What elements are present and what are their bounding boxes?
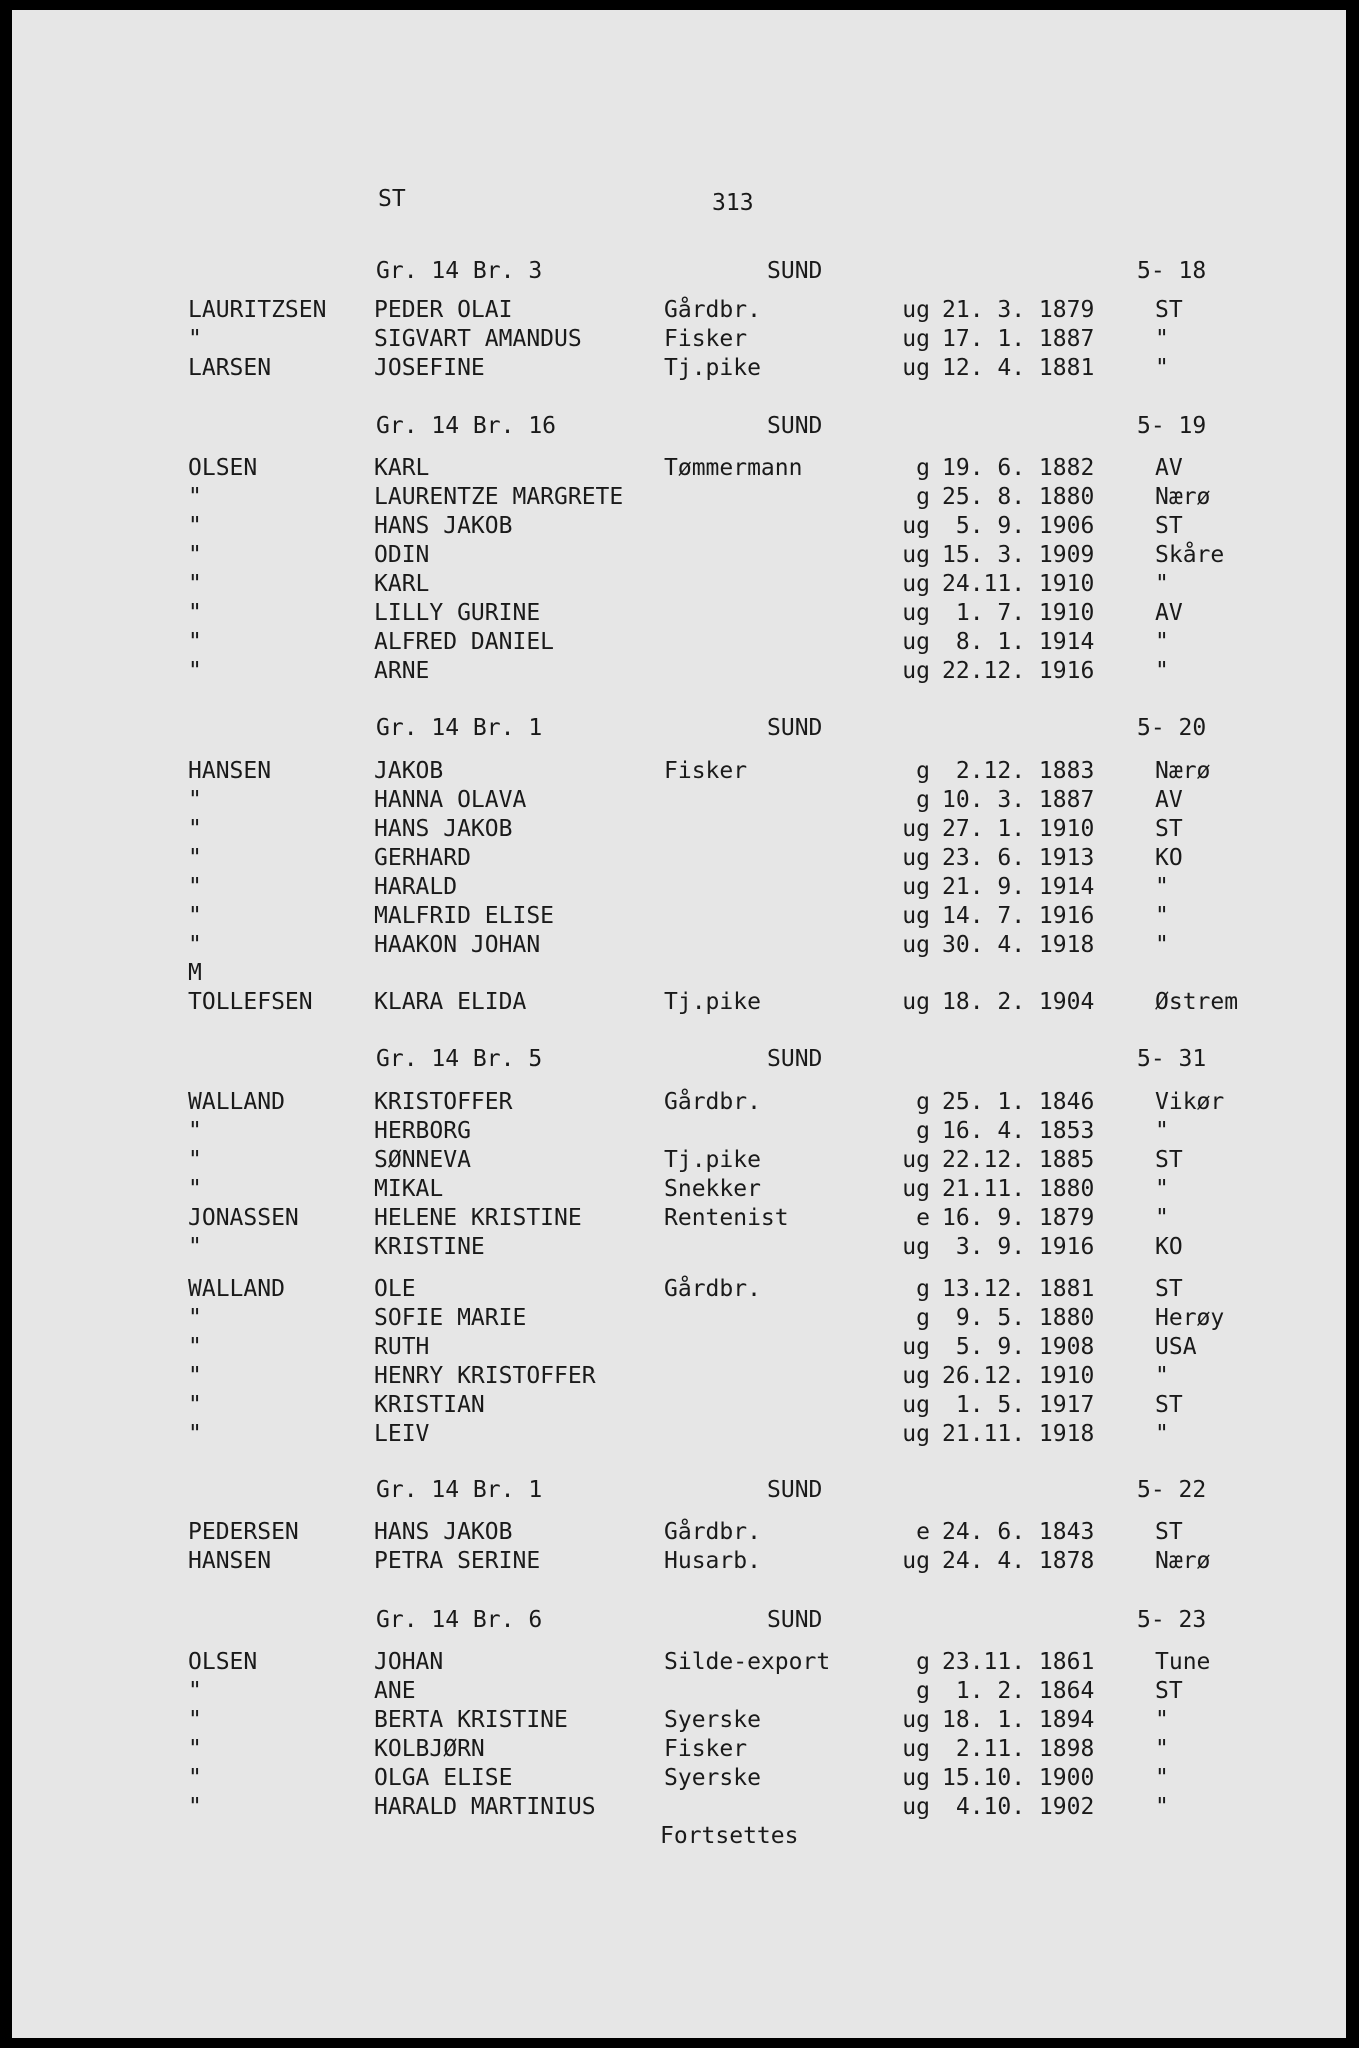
marital-status: g <box>916 758 930 784</box>
person-row <box>12 355 1346 384</box>
person-row <box>12 874 1346 903</box>
person-row <box>12 297 1346 326</box>
birthplace: AV <box>1155 600 1183 626</box>
birth-date: 24. 6. 1843 <box>942 1519 1095 1545</box>
given-names: HANS JAKOB <box>374 1519 513 1545</box>
occupation: Tømmermann <box>664 455 803 481</box>
birthplace: " <box>1155 571 1169 597</box>
birthplace: Nærø <box>1155 1548 1211 1574</box>
birthplace: " <box>1155 1118 1169 1144</box>
person-row <box>12 1519 1346 1548</box>
surname: " <box>188 1678 202 1704</box>
marital-status: ug <box>902 1363 930 1389</box>
surname: " <box>188 1234 202 1260</box>
person-row <box>12 1363 1346 1392</box>
birth-date: 2.12. 1883 <box>942 758 1095 784</box>
surname: " <box>188 903 202 929</box>
birthplace: " <box>1155 903 1169 929</box>
marital-status: ug <box>902 513 930 539</box>
surname: " <box>188 600 202 626</box>
marital-status: ug <box>902 932 930 958</box>
occupation: Tj.pike <box>664 989 761 1015</box>
occupation: Fisker <box>664 1736 748 1762</box>
document-page <box>12 10 1346 2038</box>
birthplace: ST <box>1155 1147 1183 1173</box>
marital-status: ug <box>902 1334 930 1360</box>
surname: " <box>188 1305 202 1331</box>
birthplace: Herøy <box>1155 1305 1225 1331</box>
given-names: SOFIE MARIE <box>374 1305 527 1331</box>
surname: " <box>188 1707 202 1733</box>
occupation: Gårdbr. <box>664 297 761 323</box>
surname: " <box>188 1421 202 1447</box>
surname: " <box>188 326 202 352</box>
given-names: HANS JAKOB <box>374 513 513 539</box>
surname: LARSEN <box>188 355 272 381</box>
birthplace: KO <box>1155 1234 1183 1260</box>
birth-date: 4.10. 1902 <box>942 1794 1095 1820</box>
given-names: MALFRID ELISE <box>374 903 555 929</box>
given-names: LAURENTZE MARGRETE <box>374 484 624 510</box>
given-names: KARL <box>374 455 430 481</box>
given-names: LILLY GURINE <box>374 600 541 626</box>
group-number: Gr. 14 Br. 1 <box>376 1477 543 1503</box>
given-names: RUTH <box>374 1334 430 1360</box>
person-row <box>12 903 1346 932</box>
birth-date: 14. 7. 1916 <box>942 903 1095 929</box>
given-names: LEIV <box>374 1421 430 1447</box>
birth-date: 16. 4. 1853 <box>942 1118 1095 1144</box>
birthplace: " <box>1155 658 1169 684</box>
person-row <box>12 542 1346 571</box>
marital-status: g <box>916 787 930 813</box>
given-names: HANNA OLAVA <box>374 787 527 813</box>
birth-date: 24. 4. 1878 <box>942 1548 1095 1574</box>
household-number: 5- 19 <box>1137 413 1207 439</box>
surname: " <box>188 1118 202 1144</box>
surname: OLSEN <box>188 1649 258 1675</box>
given-names: HARALD <box>374 874 458 900</box>
person-row <box>12 1736 1346 1765</box>
birthplace: ST <box>1155 1392 1183 1418</box>
section-header <box>12 413 1346 443</box>
marital-status: ug <box>902 874 930 900</box>
given-names: PETRA SERINE <box>374 1548 541 1574</box>
household-number: 5- 20 <box>1137 715 1207 741</box>
person-row <box>12 1678 1346 1707</box>
birth-date: 21.11. 1918 <box>942 1421 1095 1447</box>
birthplace: " <box>1155 1736 1169 1762</box>
given-names: GERHARD <box>374 845 471 871</box>
person-row <box>12 845 1346 874</box>
occupation: Husarb. <box>664 1548 761 1574</box>
household-number: 5- 23 <box>1137 1607 1207 1633</box>
surname: " <box>188 787 202 813</box>
section-header <box>12 1477 1346 1507</box>
given-names: HARALD MARTINIUS <box>374 1794 596 1820</box>
birth-date: 25. 8. 1880 <box>942 484 1095 510</box>
person-row <box>12 326 1346 355</box>
occupation: Syerske <box>664 1765 761 1791</box>
given-names: SIGVART AMANDUS <box>374 326 582 352</box>
given-names: PEDER OLAI <box>374 297 513 323</box>
given-names: HENRY KRISTOFFER <box>374 1363 596 1389</box>
birthplace: " <box>1155 874 1169 900</box>
surname: " <box>188 1147 202 1173</box>
marital-status: ug <box>902 903 930 929</box>
surname: " <box>188 1736 202 1762</box>
surname: " <box>188 932 202 958</box>
birthplace: ST <box>1155 513 1183 539</box>
surname: " <box>188 571 202 597</box>
section-header <box>12 1607 1346 1637</box>
place-name: SUND <box>767 1607 823 1633</box>
person-row <box>12 1421 1346 1450</box>
birth-date: 2.11. 1898 <box>942 1736 1095 1762</box>
birthplace: Vikør <box>1155 1089 1225 1115</box>
birth-date: 5. 9. 1906 <box>942 513 1095 539</box>
given-names: ALFRED DANIEL <box>374 629 555 655</box>
occupation: Tj.pike <box>664 1147 761 1173</box>
birthplace: " <box>1155 1794 1169 1820</box>
marital-status: g <box>916 1678 930 1704</box>
surname: " <box>188 874 202 900</box>
given-names: JOHAN <box>374 1649 444 1675</box>
given-names: OLGA ELISE <box>374 1765 513 1791</box>
surname: " <box>188 1334 202 1360</box>
birth-date: 23. 6. 1913 <box>942 845 1095 871</box>
surname: " <box>188 629 202 655</box>
birthplace: KO <box>1155 845 1183 871</box>
given-names: KRISTIAN <box>374 1392 485 1418</box>
marital-status: ug <box>902 989 930 1015</box>
given-names: MIKAL <box>374 1176 444 1202</box>
surname: " <box>188 1794 202 1820</box>
place-name: SUND <box>767 1477 823 1503</box>
person-row <box>12 1794 1346 1823</box>
group-number: Gr. 14 Br. 6 <box>376 1607 543 1633</box>
birth-date: 18. 1. 1894 <box>942 1707 1095 1733</box>
marital-status: g <box>916 484 930 510</box>
birthplace: " <box>1155 326 1169 352</box>
birth-date: 21. 3. 1879 <box>942 297 1095 323</box>
birth-date: 22.12. 1916 <box>942 658 1095 684</box>
surname: M <box>188 960 202 986</box>
surname: " <box>188 1765 202 1791</box>
birthplace: ST <box>1155 1519 1183 1545</box>
occupation: Fisker <box>664 758 748 784</box>
marital-status: ug <box>902 326 930 352</box>
given-names: HERBORG <box>374 1118 471 1144</box>
person-row <box>12 960 1346 989</box>
person-row <box>12 629 1346 658</box>
marital-status: ug <box>902 297 930 323</box>
birthplace: USA <box>1155 1334 1197 1360</box>
surname: WALLAND <box>188 1276 285 1302</box>
marital-status: ug <box>902 1234 930 1260</box>
surname: " <box>188 484 202 510</box>
occupation: Tj.pike <box>664 355 761 381</box>
birth-date: 18. 2. 1904 <box>942 989 1095 1015</box>
marital-status: g <box>916 1305 930 1331</box>
birth-date: 9. 5. 1880 <box>942 1305 1095 1331</box>
given-names: HANS JAKOB <box>374 816 513 842</box>
marital-status: g <box>916 455 930 481</box>
birthplace: ST <box>1155 297 1183 323</box>
person-row <box>12 658 1346 687</box>
given-names: KRISTOFFER <box>374 1089 513 1115</box>
birth-date: 27. 1. 1910 <box>942 816 1095 842</box>
group-number: Gr. 14 Br. 3 <box>376 258 543 284</box>
birth-date: 19. 6. 1882 <box>942 455 1095 481</box>
person-row <box>12 1205 1346 1234</box>
surname: " <box>188 845 202 871</box>
place-name: SUND <box>767 715 823 741</box>
surname: TOLLEFSEN <box>188 989 313 1015</box>
birth-date: 21.11. 1880 <box>942 1176 1095 1202</box>
birth-date: 15.10. 1900 <box>942 1765 1095 1791</box>
given-names: KLARA ELIDA <box>374 989 527 1015</box>
birth-date: 23.11. 1861 <box>942 1649 1095 1675</box>
marital-status: ug <box>902 571 930 597</box>
birthplace: " <box>1155 355 1169 381</box>
birth-date: 8. 1. 1914 <box>942 629 1095 655</box>
birth-date: 3. 9. 1916 <box>942 1234 1095 1260</box>
person-row <box>12 1176 1346 1205</box>
surname: " <box>188 1392 202 1418</box>
birthplace: AV <box>1155 455 1183 481</box>
person-row <box>12 1649 1346 1678</box>
person-row <box>12 1234 1346 1263</box>
occupation: Fisker <box>664 326 748 352</box>
birth-date: 5. 9. 1908 <box>942 1334 1095 1360</box>
given-names: ARNE <box>374 658 430 684</box>
person-row <box>12 1276 1346 1305</box>
given-names: BERTA KRISTINE <box>374 1707 568 1733</box>
marital-status: ug <box>902 1736 930 1762</box>
given-names: HAAKON JOHAN <box>374 932 541 958</box>
person-row <box>12 1765 1346 1794</box>
marital-status: ug <box>902 600 930 626</box>
given-names: HELENE KRISTINE <box>374 1205 582 1231</box>
given-names: OLE <box>374 1276 416 1302</box>
person-row <box>12 1334 1346 1363</box>
marital-status: ug <box>902 1548 930 1574</box>
marital-status: ug <box>902 845 930 871</box>
surname: PEDERSEN <box>188 1519 299 1545</box>
marital-status: ug <box>902 1147 930 1173</box>
birth-date: 17. 1. 1887 <box>942 326 1095 352</box>
occupation: Gårdbr. <box>664 1276 761 1302</box>
surname: OLSEN <box>188 455 258 481</box>
occupation: Silde-export <box>664 1649 831 1675</box>
surname: WALLAND <box>188 1089 285 1115</box>
household-number: 5- 22 <box>1137 1477 1207 1503</box>
page-header-left: ST <box>378 186 406 212</box>
birthplace: ST <box>1155 1276 1183 1302</box>
section-header <box>12 1046 1346 1076</box>
birth-date: 1. 2. 1864 <box>942 1678 1095 1704</box>
surname: " <box>188 1176 202 1202</box>
marital-status: ug <box>902 658 930 684</box>
person-row <box>12 1707 1346 1736</box>
given-names: SØNNEVA <box>374 1147 471 1173</box>
birthplace: Nærø <box>1155 758 1211 784</box>
birthplace: AV <box>1155 787 1183 813</box>
given-names: KRISTINE <box>374 1234 485 1260</box>
marital-status: ug <box>902 1392 930 1418</box>
birth-date: 30. 4. 1918 <box>942 932 1095 958</box>
surname: " <box>188 1363 202 1389</box>
birthplace: " <box>1155 1363 1169 1389</box>
marital-status: e <box>916 1205 930 1231</box>
birth-date: 12. 4. 1881 <box>942 355 1095 381</box>
marital-status: e <box>916 1519 930 1545</box>
section-header <box>12 715 1346 745</box>
surname: LAURITZSEN <box>188 297 327 323</box>
marital-status: g <box>916 1276 930 1302</box>
person-row <box>12 1118 1346 1147</box>
household-number: 5- 18 <box>1137 258 1207 284</box>
birthplace: Tune <box>1155 1649 1211 1675</box>
birthplace: Skåre <box>1155 542 1225 568</box>
surname: JONASSEN <box>188 1205 299 1231</box>
birthplace: " <box>1155 629 1169 655</box>
surname: " <box>188 542 202 568</box>
marital-status: ug <box>902 355 930 381</box>
person-row <box>12 1089 1346 1118</box>
birthplace: " <box>1155 1421 1169 1447</box>
birthplace: " <box>1155 1765 1169 1791</box>
birth-date: 1. 7. 1910 <box>942 600 1095 626</box>
surname: " <box>188 816 202 842</box>
birth-date: 22.12. 1885 <box>942 1147 1095 1173</box>
marital-status: ug <box>902 1421 930 1447</box>
birthplace: Østrem <box>1155 989 1239 1015</box>
person-row <box>12 932 1346 961</box>
birthplace: " <box>1155 1176 1169 1202</box>
place-name: SUND <box>767 1046 823 1072</box>
person-row <box>12 816 1346 845</box>
occupation: Rentenist <box>664 1205 789 1231</box>
person-row <box>12 758 1346 787</box>
occupation: Snekker <box>664 1176 761 1202</box>
page-number: 313 <box>712 190 754 216</box>
person-row <box>12 787 1346 816</box>
person-row <box>12 513 1346 542</box>
person-row <box>12 455 1346 484</box>
birthplace: " <box>1155 1707 1169 1733</box>
given-names: KOLBJØRN <box>374 1736 485 1762</box>
marital-status: ug <box>902 629 930 655</box>
marital-status: ug <box>902 816 930 842</box>
person-row <box>12 1548 1346 1577</box>
place-name: SUND <box>767 258 823 284</box>
birth-date: 24.11. 1910 <box>942 571 1095 597</box>
birth-date: 26.12. 1910 <box>942 1363 1095 1389</box>
given-names: JOSEFINE <box>374 355 485 381</box>
person-row <box>12 600 1346 629</box>
given-names: KARL <box>374 571 430 597</box>
given-names: ODIN <box>374 542 430 568</box>
group-number: Gr. 14 Br. 16 <box>376 413 557 439</box>
marital-status: ug <box>902 1794 930 1820</box>
person-row <box>12 484 1346 513</box>
group-number: Gr. 14 Br. 1 <box>376 715 543 741</box>
birthplace: " <box>1155 1205 1169 1231</box>
surname: " <box>188 658 202 684</box>
given-names: ANE <box>374 1678 416 1704</box>
continued-note: Fortsettes <box>660 1823 799 1849</box>
occupation: Gårdbr. <box>664 1519 761 1545</box>
surname: " <box>188 513 202 539</box>
section-header <box>12 258 1346 288</box>
marital-status: g <box>916 1118 930 1144</box>
birthplace: ST <box>1155 1678 1183 1704</box>
birthplace: " <box>1155 932 1169 958</box>
person-row <box>12 571 1346 600</box>
birthplace: ST <box>1155 816 1183 842</box>
group-number: Gr. 14 Br. 5 <box>376 1046 543 1072</box>
marital-status: g <box>916 1649 930 1675</box>
birth-date: 25. 1. 1846 <box>942 1089 1095 1115</box>
given-names: JAKOB <box>374 758 444 784</box>
birth-date: 16. 9. 1879 <box>942 1205 1095 1231</box>
birth-date: 10. 3. 1887 <box>942 787 1095 813</box>
marital-status: ug <box>902 1765 930 1791</box>
occupation: Gårdbr. <box>664 1089 761 1115</box>
person-row <box>12 989 1346 1018</box>
person-row <box>12 1392 1346 1421</box>
household-number: 5- 31 <box>1137 1046 1207 1072</box>
birth-date: 13.12. 1881 <box>942 1276 1095 1302</box>
birth-date: 15. 3. 1909 <box>942 542 1095 568</box>
birth-date: 1. 5. 1917 <box>942 1392 1095 1418</box>
occupation: Syerske <box>664 1707 761 1733</box>
place-name: SUND <box>767 413 823 439</box>
person-row <box>12 1147 1346 1176</box>
marital-status: g <box>916 1089 930 1115</box>
marital-status: ug <box>902 542 930 568</box>
marital-status: ug <box>902 1707 930 1733</box>
birthplace: Nærø <box>1155 484 1211 510</box>
surname: HANSEN <box>188 758 272 784</box>
marital-status: ug <box>902 1176 930 1202</box>
surname: HANSEN <box>188 1548 272 1574</box>
birth-date: 21. 9. 1914 <box>942 874 1095 900</box>
person-row <box>12 1305 1346 1334</box>
